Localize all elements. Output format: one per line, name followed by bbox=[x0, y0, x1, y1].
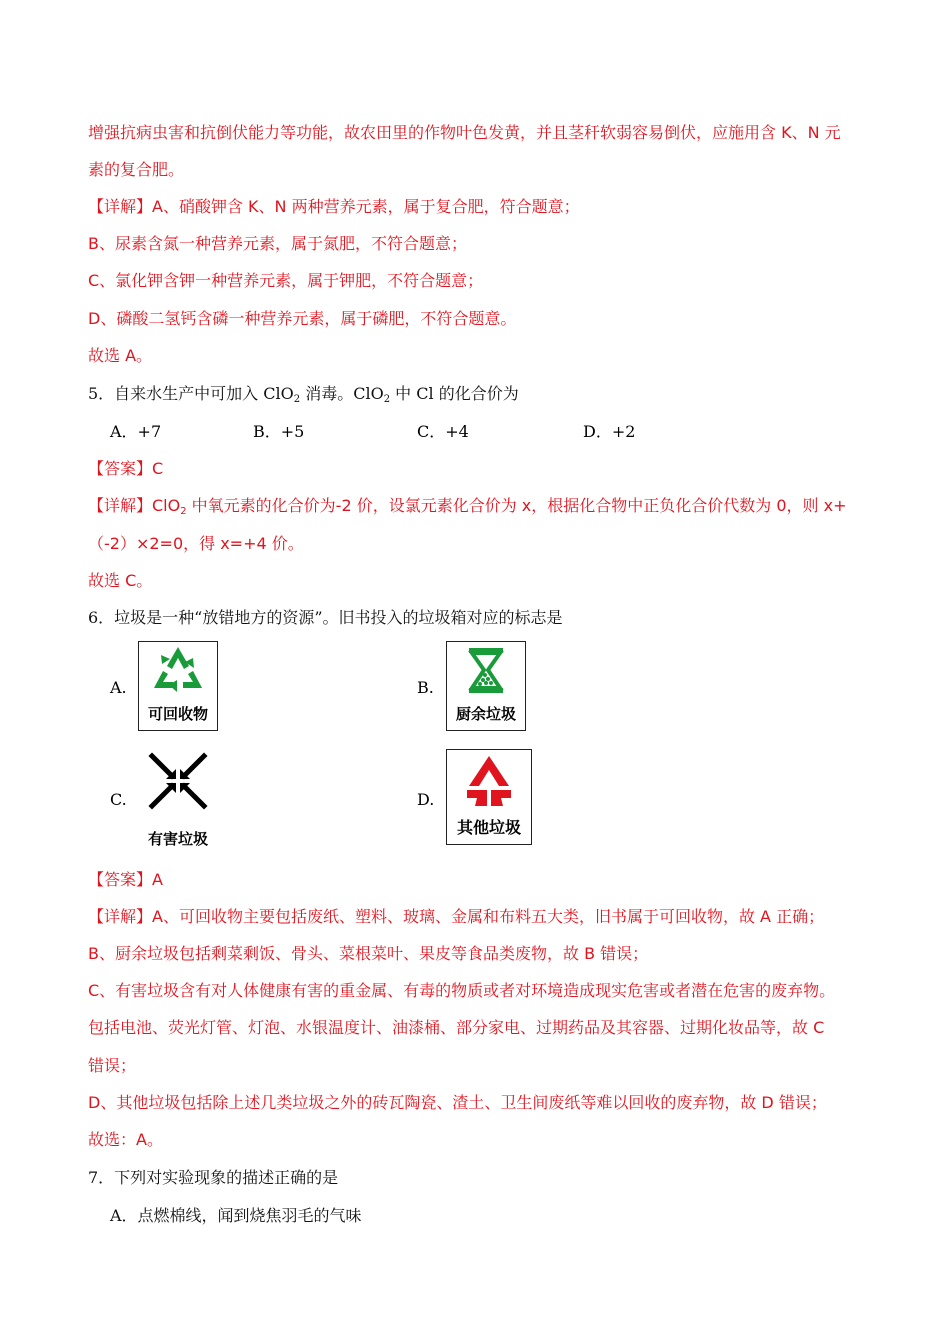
question-6-answer: 【答案】A bbox=[88, 870, 163, 889]
question-6-stem: 6．垃圾是一种“放错地方的资源”。旧书投入的垃圾箱对应的标志是 bbox=[88, 608, 563, 627]
question-6-detail: 【详解】A、可回收物主要包括废纸、塑料、玻璃、金属和布料五大类，旧书属于可回收物，故 A 正确； bbox=[88, 907, 825, 926]
question-5-option-d: D．+2 bbox=[583, 422, 636, 441]
question-5-detail: 【详解】ClO$_2$ 中氧元素的化合价为-2 价，设氯元素化合价为 x，根据化合物中正负化合价代数为 0，则 x+ bbox=[88, 496, 847, 517]
question-6-detail: B、厨余垃圾包括剩菜剩饭、骨头、菜根菜叶、果皮等食品类废物，故 B 错误； bbox=[88, 944, 649, 963]
recyclable-sign bbox=[138, 641, 218, 731]
hazardous-arrows-icon bbox=[138, 748, 218, 814]
question-5-option-a: A．+7 bbox=[110, 422, 162, 441]
question-6-option-b-letter: B. bbox=[417, 678, 434, 697]
kitchen-waste-icon bbox=[447, 642, 525, 698]
recycle-icon bbox=[139, 642, 217, 698]
detail-text: 【详解】A、硝酸钾含 K、N 两种营养元素，属于复合肥，符合题意； bbox=[88, 197, 580, 216]
question-6-detail: 包括电池、荧光灯管、灯泡、水银温度计、油漆桶、部分家电、过期药品及其容器、过期化妆品等，故 C bbox=[88, 1018, 825, 1037]
question-7-stem: 7．下列对实验现象的描述正确的是 bbox=[88, 1168, 339, 1187]
recyclable-caption: 可回收物 bbox=[147, 705, 208, 723]
detail-text: B、尿素含氮一种营养元素，属于氮肥，不符合题意； bbox=[88, 234, 467, 253]
question-6-detail: C、有害垃圾含有对人体健康有害的重金属、有毒的物质或者对环境造成现实危害或者潜在危害的废弃物。 bbox=[88, 981, 836, 1000]
explanation-text: 素的复合肥。 bbox=[88, 160, 185, 179]
question-7-option-a: A．点燃棉线，闻到烧焦羽毛的气味 bbox=[110, 1206, 362, 1225]
question-5-answer: 【答案】C bbox=[88, 459, 164, 478]
other-waste-icon bbox=[447, 750, 531, 812]
conclusion-text: 故选 A。 bbox=[88, 346, 153, 365]
question-6-option-a-letter: A. bbox=[110, 678, 127, 697]
hazardous-sign bbox=[138, 748, 218, 848]
question-6-option-c-letter: C. bbox=[110, 790, 127, 809]
detail-text: C、氯化钾含钾一种营养元素，属于钾肥，不符合题意； bbox=[88, 271, 484, 290]
hazardous-caption: 有害垃圾 bbox=[147, 830, 208, 848]
kitchen-waste-caption: 厨余垃圾 bbox=[455, 705, 516, 723]
question-6-detail: 错误； bbox=[88, 1056, 137, 1075]
question-6-conclusion: 故选：A。 bbox=[88, 1130, 163, 1149]
question-5-option-b: B．+5 bbox=[253, 422, 305, 441]
explanation-text: 增强抗病虫害和抗倒伏能力等功能，故农田里的作物叶色发黄，并且茎秆软弱容易倒伏，应施用含 K、N 元 bbox=[88, 123, 841, 142]
other-waste-sign bbox=[446, 749, 532, 845]
detail-text: D、磷酸二氢钙含磷一种营养元素，属于磷肥，不符合题意。 bbox=[88, 309, 517, 328]
question-5-conclusion: 故选 C。 bbox=[88, 571, 153, 590]
question-5-stem: 5．自来水生产中可加入 ClO$_2$ 消毒。ClO$_2$ 中 Cl 的化合价为 bbox=[88, 384, 519, 405]
question-5-detail: （-2）×2=0，得 x=+4 价。 bbox=[88, 534, 304, 553]
other-waste-caption: 其他垃圾 bbox=[456, 818, 521, 837]
kitchen-waste-sign bbox=[446, 641, 526, 731]
question-6-detail: D、其他垃圾包括除上述几类垃圾之外的砖瓦陶瓷、渣土、卫生间废纸等难以回收的废弃物，故 D 错误； bbox=[88, 1093, 827, 1112]
question-5-option-c: C．+4 bbox=[417, 422, 469, 441]
question-6-option-d-letter: D. bbox=[417, 790, 435, 809]
